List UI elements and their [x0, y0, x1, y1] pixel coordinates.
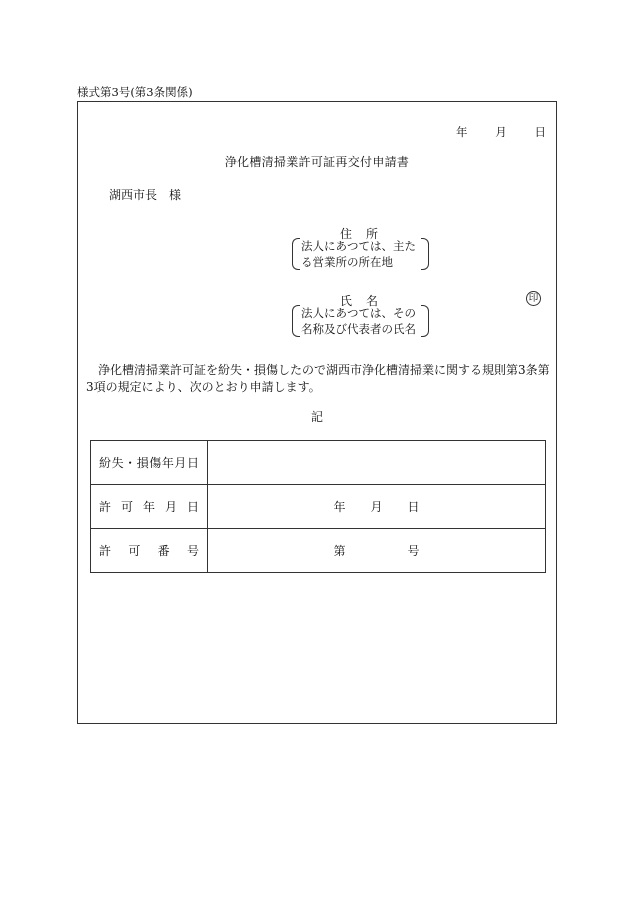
form-number-label: 様式第3号(第3条関係)	[77, 85, 193, 99]
details-table	[90, 440, 546, 573]
loss-date-value[interactable]	[208, 441, 546, 485]
loss-date-label: 紛 失 ・ 損 傷 年 月 日	[91, 441, 208, 485]
right-bracket	[421, 305, 429, 337]
application-statement: 浄化槽清掃業許可証を紛失・損傷したので湖西市浄化槽清掃業に関する規則第3条第3項の規定により、次のとおり申請します。	[86, 363, 550, 394]
address-note-line-2: る営業所の所在地	[301, 255, 393, 269]
name-note	[292, 305, 429, 337]
date-year-label: 年	[456, 125, 468, 139]
left-bracket	[292, 305, 300, 337]
table-row	[91, 529, 546, 573]
date-month-label: 月	[495, 125, 507, 139]
permit-date-value[interactable]: 年 月 日	[208, 485, 546, 529]
right-bracket	[421, 238, 429, 270]
name-note-line-2: 名称及び代表者の氏名	[301, 322, 416, 336]
application-form-frame: 年 月 日 浄化槽清掃業許可証再交付申請書 湖西市長 様 住 所 法人にあつては、主た る営業所の所在地 氏 名 法人にあつては、その 名称及び代表者の氏名 印 浄化槽清掃業許可証を紛失・損傷したので湖西市浄化槽清掃業に関する規則第3条第3項の規定により、次のとおり申請します。 記 紛 失 ・ 損 傷 年 月 日 許 可 年 月 日 年 月 日 許 可 番 号 第 号	[77, 101, 557, 724]
addressee: 湖西市長 様	[109, 188, 182, 202]
date-day-label: 日	[534, 125, 546, 139]
ki-heading: 記	[310, 410, 323, 424]
seal-mark: 印	[526, 291, 541, 306]
document-title: 浄化槽清掃業許可証再交付申請書	[224, 155, 410, 169]
name-note-line-1: 法人にあつては、その	[301, 306, 416, 320]
table-row	[91, 485, 546, 529]
application-date	[456, 124, 546, 140]
permit-number-value[interactable]: 第 号	[208, 529, 546, 573]
table-row	[91, 441, 546, 485]
permit-number-label: 許 可 番 号	[91, 529, 208, 573]
permit-date-label: 許 可 年 月 日	[91, 485, 208, 529]
address-note-line-1: 法人にあつては、主た	[301, 239, 416, 253]
left-bracket	[292, 238, 300, 270]
address-note	[292, 238, 429, 270]
